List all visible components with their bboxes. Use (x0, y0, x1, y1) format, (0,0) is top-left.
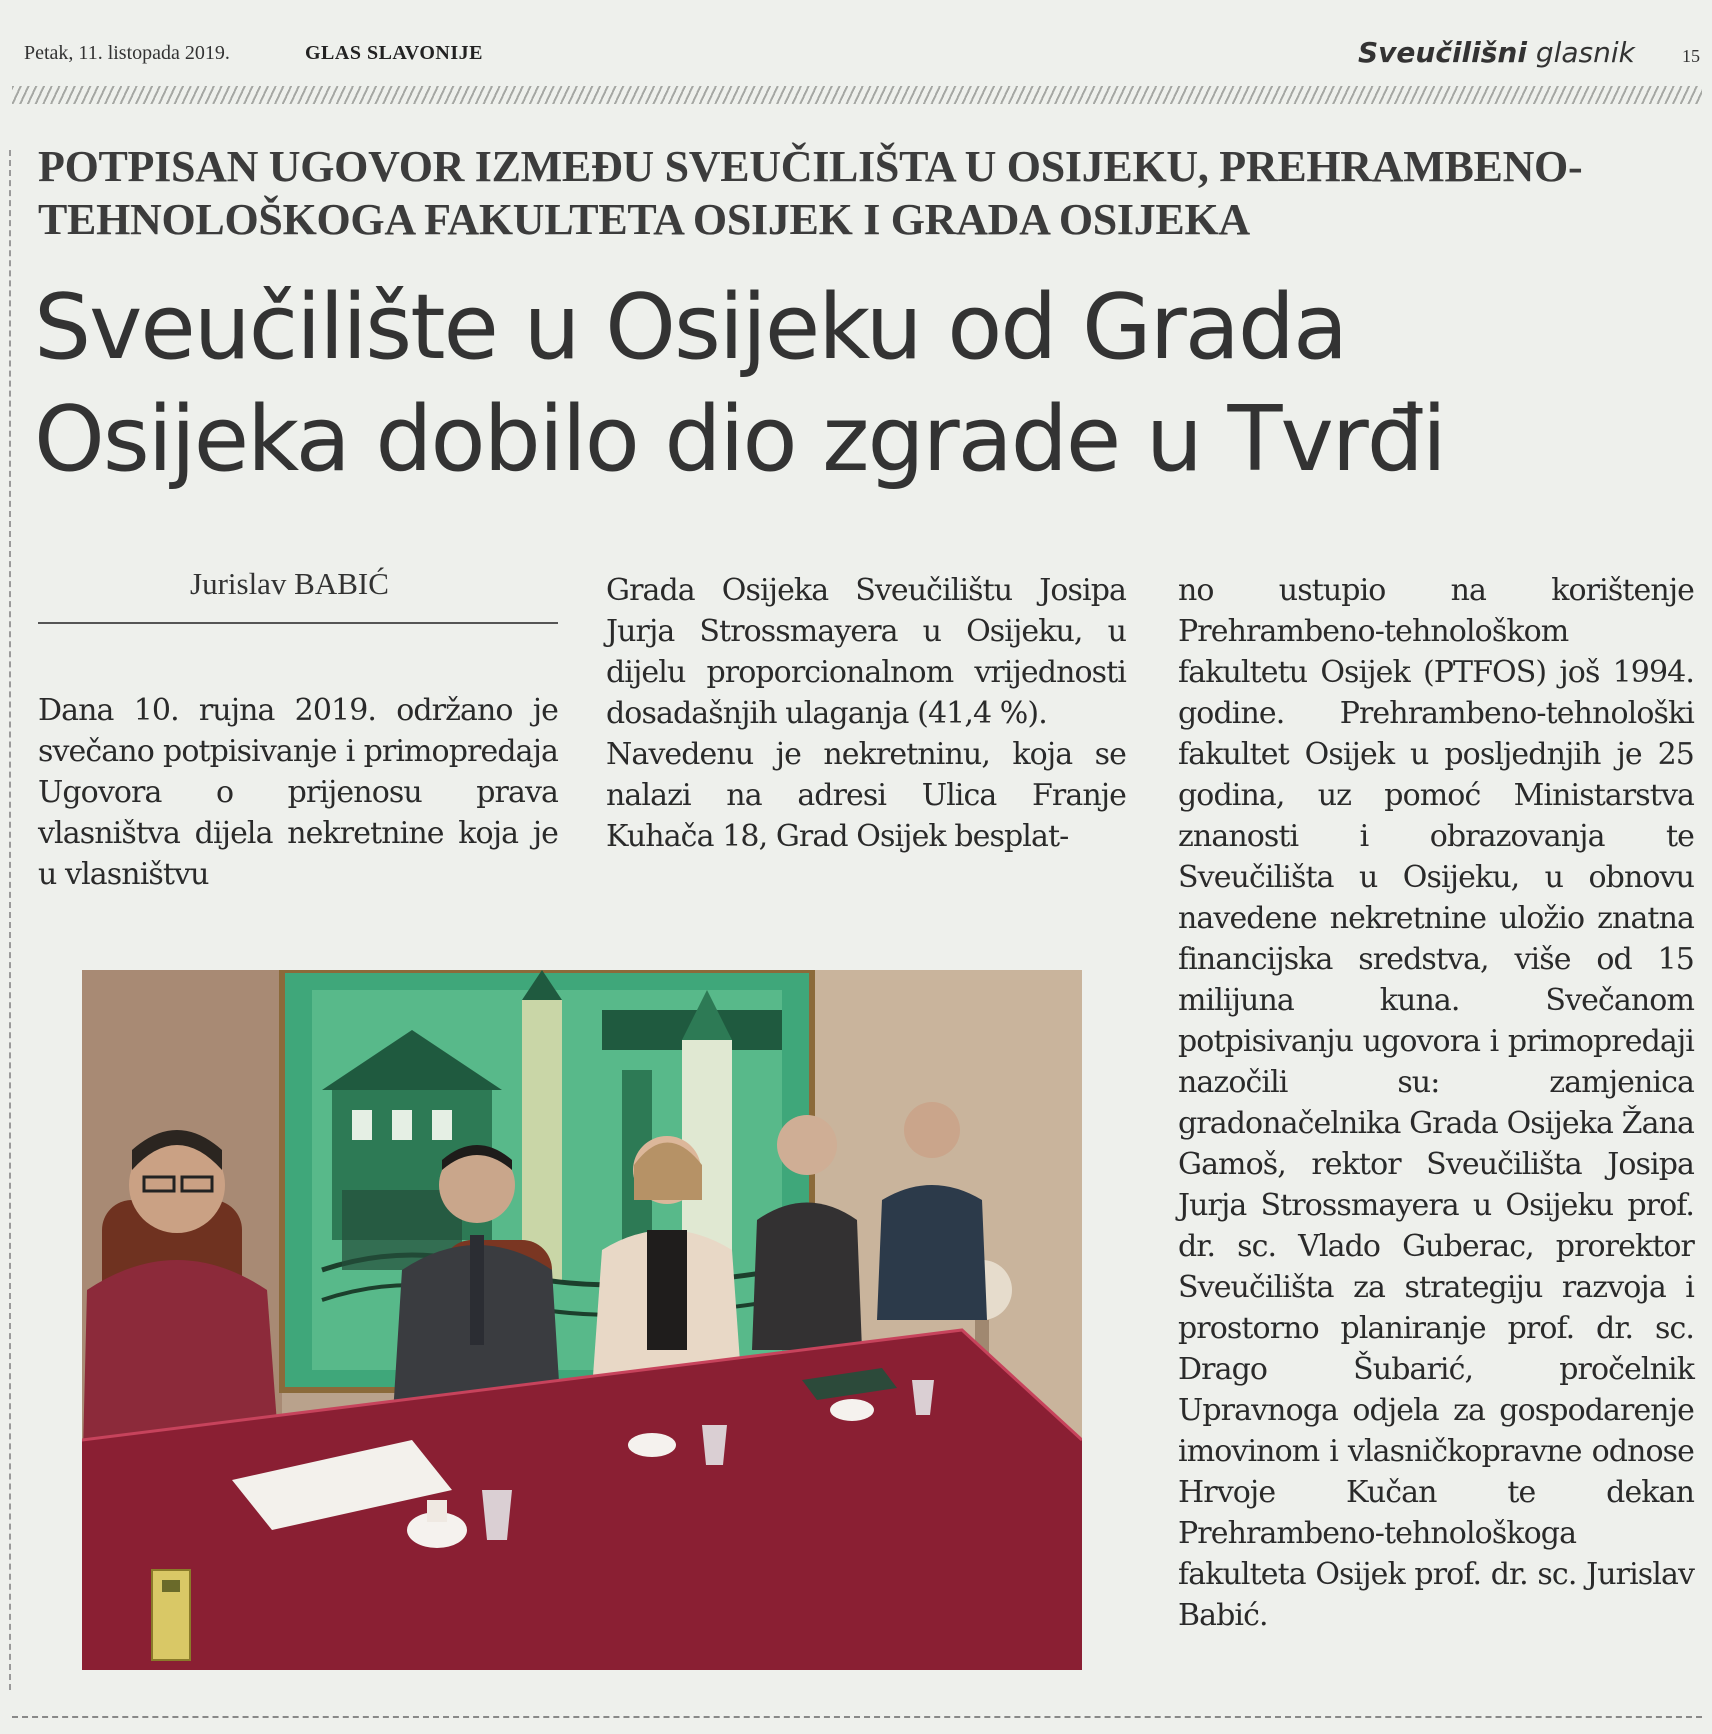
bottom-dashed-border (12, 1716, 1702, 1718)
issue-date: Petak, 11. listopada 2019. (24, 42, 230, 64)
column-1-text: Dana 10. rujna 2019. održano je svečano potpisivanje i primopredaja Ugovora o prijenosu prava vlasništva dijela nekretnine koja je u vlasništvu (38, 693, 558, 892)
left-dashed-border (9, 150, 11, 1690)
article-column-3 (1178, 570, 1694, 1636)
byline-rule (38, 622, 558, 624)
article-byline: Jurislav BABIĆ (190, 566, 389, 601)
article-column-1 (38, 690, 558, 895)
section-title (1358, 36, 1635, 69)
article-column-2 (606, 570, 1126, 857)
meeting-photo-illustration (82, 970, 1082, 1670)
newspaper-name: GLAS SLAVONIJE (305, 42, 483, 64)
section-title-light: glasnik (1535, 36, 1635, 69)
column-3-text: no ustupio na korištenje Prehrambeno-tehnološkom fakultetu Osijek (PTFOS) još 1994. godine. Prehrambeno-tehnološki fakultet Osijek u posljednjih je 25 godina, uz pomoć Ministarstva znanosti i obrazovanja te Sveučilišta u Osijeku, u obnovu navedene nekretnine uložio znatna financijska sredstva, više od 15 milijuna kuna. Svečanom potpisivanju ugovora i primopredaji nazočili su: zamjenica gradonačelnika Grada Osijeka Žana Gamoš, rektor Sveučilišta Josipa Jurja Strossmayera u Osijeku prof. dr. sc. Vlado Guberac, prorektor Sveučilišta za strategiju razvoja i prostorno planiranje prof. dr. sc. Drago Šubarić, pročelnik Upravnoga odjela za gospodarenje imovinom i vlasničkopravne odnose Hrvoje Kučan te dekan Prehrambeno-tehnološkoga fakulteta Osijek prof. dr. sc. Jurislav Babić. (1178, 573, 1694, 1633)
article-kicker: POTPISAN UGOVOR IZMEĐU SVEUČILIŠTA U OSIJEKU, PREHRAMBENO-TEHNOLOŠKOGA FAKULTETA OSIJEK I GRADA OSIJEKA (38, 142, 1583, 244)
page-header (0, 38, 1712, 78)
header-hatch-rule (12, 86, 1702, 104)
section-title-bold: Sveučilišni (1358, 36, 1527, 69)
column-2-paragraph-2: Navedenu je nekretninu, koja se nalazi na adresi Ulica Franje Kuhača 18, Grad Osijek besplat- (606, 737, 1126, 854)
article-photo (82, 970, 1082, 1670)
column-2-paragraph-1: Grada Osijeka Sveučilištu Josipa Jurja Strossmayera u Osijeku, u dijelu proporcionalnom vrijednosti dosadašnjih ulaganja (41,4 %). (606, 573, 1126, 731)
article-headline: Sveučilište u Osijeku od Grada Osijeka dobilo dio zgrade u Tvrđi (34, 275, 1445, 492)
page-number: 15 (1682, 46, 1700, 66)
